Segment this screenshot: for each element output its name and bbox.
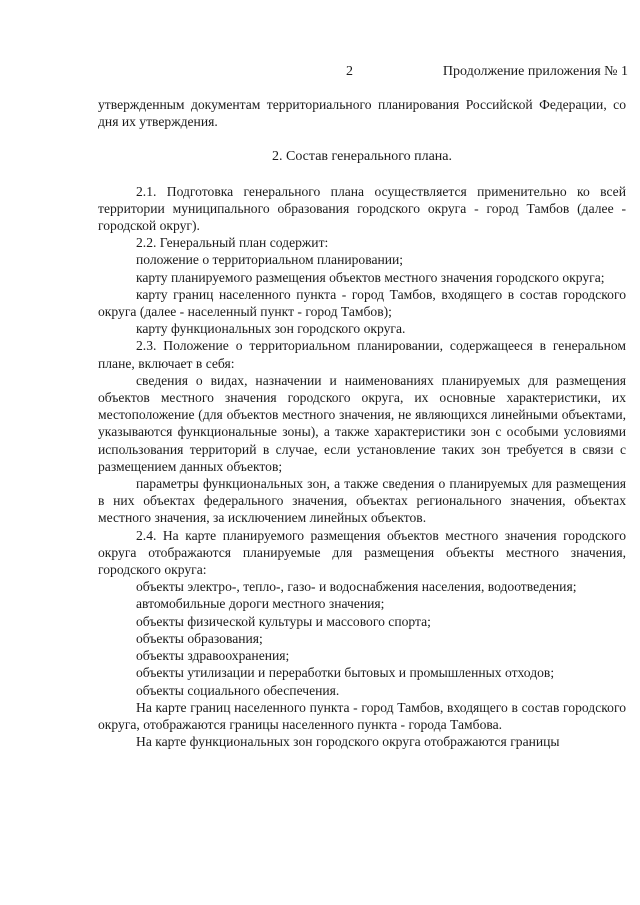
document-body bbox=[98, 96, 626, 750]
paragraph: карту границ населенного пункта - город Тамбов, входящего в состав городского округа (далее - населенный пункт - город Тамбов); bbox=[98, 286, 626, 320]
appendix-continuation-label: Продолжение приложения № 1 bbox=[442, 64, 628, 79]
section-title: 2. Состав генерального плана. bbox=[272, 149, 452, 165]
paragraph: На карте границ населенного пункта - город Тамбов, входящего в состав городского округа, отображаются границы населенного пункта - города Тамбова. bbox=[98, 699, 626, 732]
paragraph: объекты здравоохранения; bbox=[136, 648, 290, 664]
paragraph: объекты образования; bbox=[136, 630, 263, 646]
paragraph: На карте функциональных зон городского округа отображаются границы bbox=[136, 734, 560, 750]
paragraph: положение о территориальном планировании; bbox=[136, 252, 404, 268]
paragraph: 2.3. Положение о территориальном планировании, содержащееся в генеральном плане, включает в себя: bbox=[98, 338, 626, 371]
paragraph: объекты утилизации и переработки бытовых и промышленных отходов; bbox=[136, 665, 555, 681]
paragraph: параметры функциональных зон, а также сведения о планируемых для размещения в них объектах федерального значения, объектах регионального значения, объектах местного значения, за исключением линейных объектов. bbox=[98, 476, 626, 526]
paragraph: карту функциональных зон городского округа. bbox=[136, 321, 406, 337]
page-number: 2 bbox=[346, 64, 353, 79]
paragraph: автомобильные дороги местного значения; bbox=[136, 596, 385, 612]
paragraph: объекты социального обеспечения. bbox=[136, 682, 340, 698]
paragraph: сведения о видах, назначении и наименованиях планируемых для размещения объектов местного значения городского округа, их основные характеристики, их местоположение (для объектов местного значения, не являющихся линейными объектами, указываются функциональные зоны), а также характеристики зон с особыми условиями использования территорий в случае, если установление таких зон требуется в связи с размещением данных объектов; bbox=[98, 372, 626, 474]
paragraph: 2.4. На карте планируемого размещения объектов местного значения городского округа отображаются планируемые для размещения объекты местного значения, городского округа: bbox=[98, 527, 626, 578]
intro-text: утвержденным документам территориального планирования Российской Федерации, со дня их утверждения. bbox=[98, 97, 626, 130]
paragraph: объекты электро-, тепло-, газо- и водоснабжения населения, водоотведения; bbox=[136, 579, 577, 595]
paragraph: 2.2. Генеральный план содержит: bbox=[136, 235, 329, 251]
paragraph: 2.1. Подготовка генерального плана осуществляется применительно ко всей территории муниципального образования городского округа - город Тамбов (далее - городской округ). bbox=[98, 183, 626, 234]
paragraph: карту планируемого размещения объектов местного значения городского округа; bbox=[136, 269, 605, 285]
paragraph: объекты физической культуры и массового спорта; bbox=[136, 613, 431, 629]
